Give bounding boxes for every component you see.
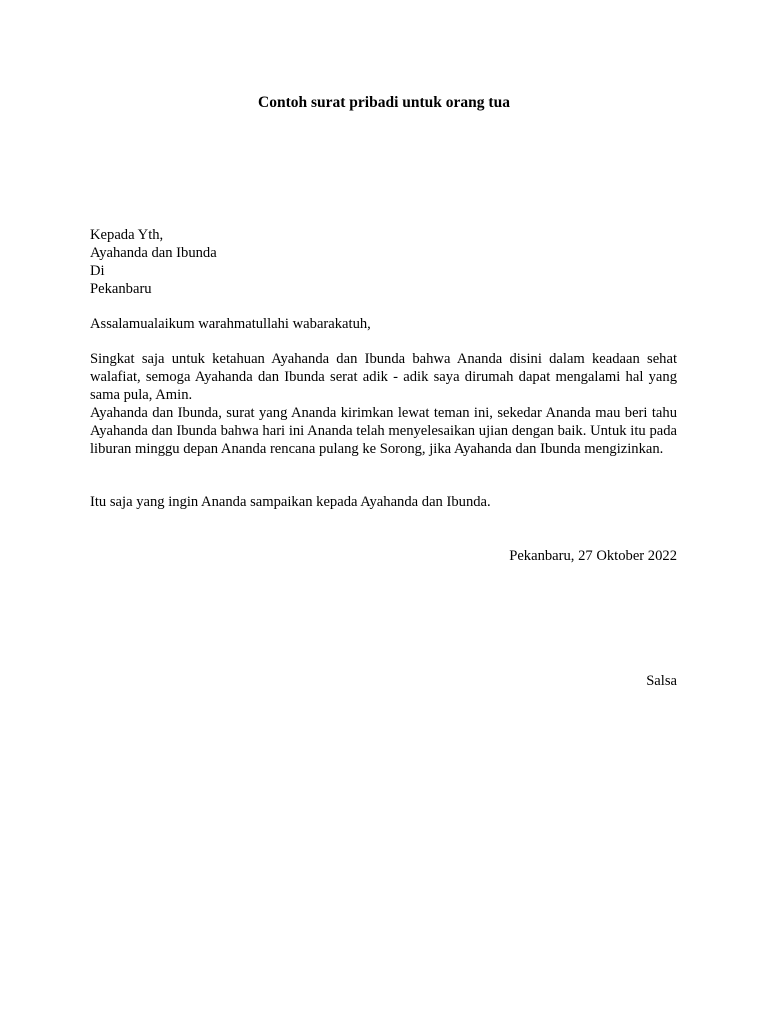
address-line: Kepada Yth,: [90, 227, 164, 243]
address-line: Di: [90, 263, 105, 279]
signature-name: Salsa: [646, 673, 677, 689]
recipient-address: [90, 226, 677, 298]
document-title: Contoh surat pribadi untuk orang tua: [258, 94, 510, 111]
letter-body: [90, 350, 677, 458]
place-date: Pekanbaru, 27 Oktober 2022: [509, 548, 677, 564]
body-paragraph: Singkat saja untuk ketahuan Ayahanda dan Ibunda bahwa Ananda disini dalam keadaan sehat walafiat, semoga Ayahanda dan Ibunda serat adik - adik saya dirumah dapat mengalami hal yang sama pula, Amin.: [90, 351, 677, 403]
address-line: Ayahanda dan Ibunda: [90, 245, 217, 261]
body-paragraph: Ayahanda dan Ibunda, surat yang Ananda kirimkan lewat teman ini, sekedar Ananda mau beri tahu Ayahanda dan Ibunda bahwa hari ini Ananda telah menyelesaikan ujian dengan baik. Untuk itu pada liburan minggu depan Ananda rencana pulang ke Sorong, jika Ayahanda dan Ibunda mengizinkan.: [90, 405, 677, 457]
address-line: Pekanbaru: [90, 281, 152, 297]
closing-sentence: Itu saja yang ingin Ananda sampaikan kepada Ayahanda dan Ibunda.: [90, 494, 491, 510]
greeting: Assalamualaikum warahmatullahi wabarakatuh,: [90, 316, 371, 332]
